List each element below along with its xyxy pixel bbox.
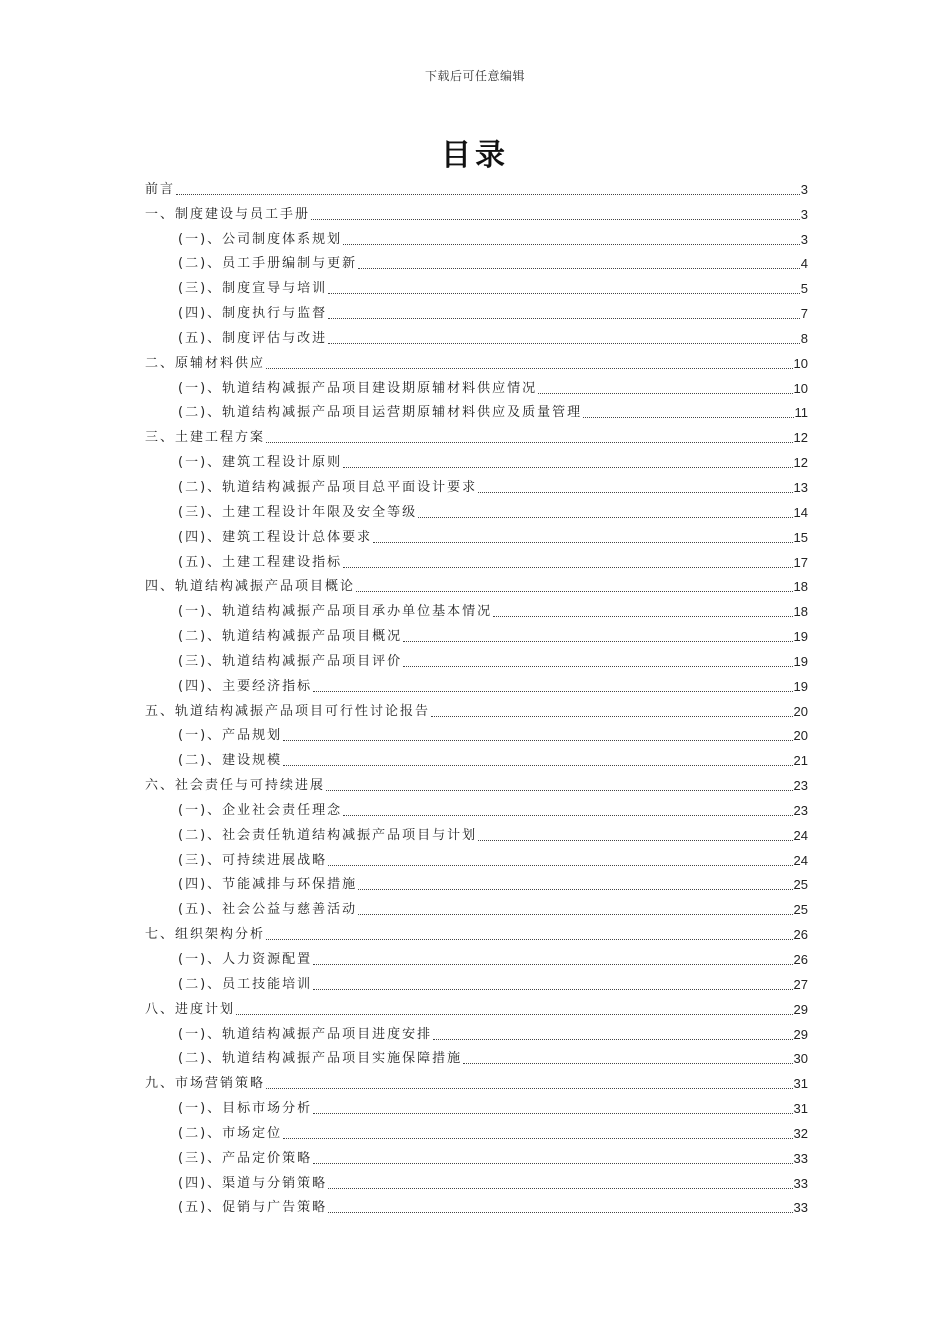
- dot-leader: [418, 517, 792, 518]
- toc-entry[interactable]: [145, 696, 808, 721]
- toc-entry-page-number: 20: [793, 728, 808, 744]
- toc-entry-page-number: 7: [800, 306, 808, 322]
- toc-title: 目录: [441, 138, 509, 173]
- toc-entry[interactable]: [145, 547, 808, 572]
- toc-entry[interactable]: [145, 1068, 808, 1093]
- toc-entry-label: (一)、产品规划: [178, 728, 283, 744]
- dot-leader: [328, 343, 800, 344]
- toc-entry-page-number: 11: [794, 405, 808, 421]
- toc-entry-page-number: 15: [793, 529, 808, 545]
- dot-leader: [403, 641, 792, 642]
- toc-entry[interactable]: [145, 348, 808, 373]
- toc-entry[interactable]: [145, 174, 808, 199]
- dot-leader: [328, 1188, 792, 1189]
- toc-entry-page-number: 29: [793, 1001, 808, 1017]
- toc-entry-label: 七、组织架构分析: [145, 927, 266, 943]
- toc-entry-page-number: 27: [793, 976, 808, 992]
- dot-leader: [313, 1113, 792, 1114]
- toc-entry-label: (二)、轨道结构减振产品项目总平面设计要求: [178, 479, 478, 495]
- toc-entry-page-number: 13: [793, 479, 808, 495]
- dot-leader: [478, 492, 792, 493]
- toc-entry-label: (二)、建设规模: [178, 753, 283, 769]
- toc-entry[interactable]: [145, 373, 808, 398]
- toc-entry[interactable]: [145, 919, 808, 944]
- dot-leader: [358, 914, 792, 915]
- toc-entry[interactable]: [145, 1093, 808, 1118]
- dot-leader: [266, 368, 793, 369]
- toc-entry-page-number: 26: [793, 927, 808, 943]
- toc-entry[interactable]: [145, 398, 808, 423]
- toc-entry-label: (一)、公司制度体系规划: [178, 231, 343, 247]
- toc-entry-label: (一)、轨道结构减振产品项目承办单位基本情况: [178, 604, 493, 620]
- toc-entry[interactable]: [145, 845, 808, 870]
- toc-entry-label: (一)、建筑工程设计原则: [178, 455, 343, 471]
- dot-leader: [236, 1014, 793, 1015]
- dot-leader: [266, 1088, 793, 1089]
- toc-entry-label: (五)、社会公益与慈善活动: [178, 902, 358, 918]
- toc-entry-label: (四)、制度执行与监督: [178, 306, 328, 322]
- toc-entry-label: (三)、轨道结构减振产品项目评价: [178, 653, 403, 669]
- header-note: 下载后可任意编辑: [424, 69, 525, 83]
- dot-leader: [313, 1163, 792, 1164]
- toc-entry-page-number: 17: [793, 554, 808, 570]
- toc-entry-label: (二)、轨道结构减振产品项目概况: [178, 629, 403, 645]
- toc-entry[interactable]: [145, 721, 808, 746]
- toc-entry-label: (三)、可持续进展战略: [178, 852, 328, 868]
- toc-entry-page-number: 20: [793, 703, 808, 719]
- toc-entry-label: (二)、市场定位: [178, 1125, 283, 1141]
- dot-leader: [493, 616, 792, 617]
- dot-leader: [283, 740, 792, 741]
- toc-entry-label: (四)、主要经济指标: [178, 678, 313, 694]
- toc-entry-label: (一)、轨道结构减振产品项目进度安排: [178, 1026, 433, 1042]
- toc-entry-page-number: 29: [793, 1026, 808, 1042]
- toc-entry-label: 八、进度计划: [145, 1001, 236, 1017]
- toc-entry[interactable]: [145, 870, 808, 895]
- dot-leader: [176, 194, 800, 195]
- toc-entry[interactable]: [145, 1118, 808, 1143]
- dot-leader: [313, 691, 792, 692]
- toc-entry[interactable]: [145, 621, 808, 646]
- toc-entry-label: (一)、目标市场分析: [178, 1101, 313, 1117]
- dot-leader: [266, 442, 793, 443]
- toc-entry-page-number: 21: [793, 753, 808, 769]
- dot-leader: [343, 244, 800, 245]
- toc-entry-page-number: 4: [800, 256, 808, 272]
- toc-entry-page-number: 10: [793, 355, 808, 371]
- toc-entry-page-number: 18: [793, 579, 808, 595]
- dot-leader: [431, 716, 793, 717]
- toc-entry-label: (二)、员工手册编制与更新: [178, 256, 358, 272]
- toc-entry-page-number: 19: [793, 629, 808, 645]
- dot-leader: [356, 591, 793, 592]
- toc-entry-page-number: 8: [800, 330, 808, 346]
- toc-entry[interactable]: [145, 298, 808, 323]
- toc-entry-label: (三)、制度宣导与培训: [178, 281, 328, 297]
- dot-leader: [311, 219, 800, 220]
- dot-leader: [463, 1063, 792, 1064]
- toc-entry-label: (四)、建筑工程设计总体要求: [178, 529, 373, 545]
- toc-entry-page-number: 18: [793, 604, 808, 620]
- dot-leader: [583, 417, 793, 418]
- toc-entry-label: (四)、节能减排与环保措施: [178, 877, 358, 893]
- toc-entry-page-number: 32: [793, 1125, 808, 1141]
- toc-entry-page-number: 12: [793, 430, 808, 446]
- toc-entry-label: (四)、渠道与分销策略: [178, 1175, 328, 1191]
- toc-entry[interactable]: [145, 472, 808, 497]
- toc-entry-page-number: 33: [793, 1200, 808, 1216]
- toc-entry[interactable]: [145, 422, 808, 447]
- dot-leader: [328, 293, 800, 294]
- toc-entry-page-number: 25: [793, 902, 808, 918]
- toc-entry[interactable]: [145, 572, 808, 597]
- toc-entry-label: (五)、制度评估与改进: [178, 330, 328, 346]
- dot-leader: [343, 467, 792, 468]
- toc-entry-page-number: 31: [793, 1076, 808, 1092]
- toc-entry-page-number: 19: [793, 653, 808, 669]
- toc-entry-label: 前言: [145, 181, 176, 197]
- toc-entry[interactable]: [145, 1044, 808, 1069]
- dot-leader: [328, 318, 800, 319]
- toc-entry-label: (二)、员工技能培训: [178, 976, 313, 992]
- toc-entry[interactable]: [145, 671, 808, 696]
- dot-leader: [313, 964, 792, 965]
- toc-entry[interactable]: [145, 447, 808, 472]
- toc-entry-label: 一、制度建设与员工手册: [145, 206, 311, 222]
- toc-entry-label: 六、社会责任与可持续进展: [145, 778, 326, 794]
- toc-entry[interactable]: [145, 745, 808, 770]
- toc-entry-label: (一)、人力资源配置: [178, 952, 313, 967]
- toc-entry-page-number: 12: [793, 455, 808, 471]
- toc-entry-label: (三)、产品定价策略: [178, 1150, 313, 1166]
- dot-leader: [358, 268, 800, 269]
- toc-entry-page-number: 24: [793, 827, 808, 843]
- toc-entry[interactable]: [145, 1143, 808, 1168]
- dot-leader: [403, 666, 792, 667]
- dot-leader: [283, 765, 792, 766]
- dot-leader: [373, 542, 792, 543]
- dot-leader: [283, 1138, 792, 1139]
- toc-entry[interactable]: [145, 596, 808, 621]
- dot-leader: [538, 393, 792, 394]
- toc-entry-page-number: 14: [793, 504, 808, 520]
- toc-entry-page-number: 25: [793, 877, 808, 893]
- toc-entry[interactable]: [145, 969, 808, 994]
- toc-entry-label: (一)、轨道结构减振产品项目建设期原辅材料供应情况: [178, 380, 538, 396]
- toc-entry[interactable]: [145, 522, 808, 547]
- toc-entry-label: (一)、企业社会责任理念: [178, 802, 343, 818]
- toc-entry[interactable]: [145, 770, 808, 795]
- toc-entry[interactable]: [145, 224, 808, 249]
- toc-list: [145, 174, 808, 1217]
- dot-leader: [343, 567, 792, 568]
- toc-entry-label: (五)、土建工程建设指标: [178, 554, 343, 570]
- toc-entry-page-number: 5: [800, 281, 808, 297]
- toc-entry-page-number: 24: [793, 852, 808, 868]
- toc-entry[interactable]: [145, 323, 808, 348]
- dot-leader: [266, 939, 793, 940]
- toc-entry-label: 三、土建工程方案: [145, 430, 266, 446]
- toc-entry-label: 九、市场营销策略: [145, 1076, 266, 1092]
- toc-entry-page-number: 33: [793, 1175, 808, 1191]
- toc-entry-page-number: 3: [800, 181, 808, 197]
- toc-entry-label: 四、轨道结构减振产品项目概论: [145, 579, 356, 595]
- toc-entry-page-number: 23: [793, 802, 808, 818]
- toc-entry[interactable]: [145, 497, 808, 522]
- toc-entry-label: (五)、促销与广告策略: [178, 1200, 328, 1216]
- toc-entry-page-number: 3: [800, 231, 808, 247]
- dot-leader: [328, 1212, 792, 1213]
- toc-entry[interactable]: [145, 1168, 808, 1193]
- toc-entry[interactable]: [145, 249, 808, 274]
- dot-leader: [478, 840, 792, 841]
- toc-entry-page-number: 30: [793, 1051, 808, 1067]
- toc-entry-label: (二)、轨道结构减振产品项目实施保障措施: [178, 1051, 463, 1067]
- toc-entry-page-number: 33: [793, 1150, 808, 1166]
- toc-entry-label: 五、轨道结构减振产品项目可行性讨论报告: [145, 703, 431, 719]
- toc-entry-label: (二)、社会责任轨道结构减振产品项目与计划: [178, 827, 478, 843]
- toc-entry[interactable]: [145, 894, 808, 919]
- toc-entry-label: (二)、轨道结构减振产品项目运营期原辅材料供应及质量管理: [178, 405, 583, 421]
- toc-entry-label: (三)、土建工程设计年限及安全等级: [178, 504, 418, 520]
- toc-entry[interactable]: [145, 1019, 808, 1044]
- toc-entry[interactable]: [145, 820, 808, 845]
- toc-entry[interactable]: [145, 944, 808, 969]
- toc-entry-label: 二、原辅材料供应: [145, 355, 266, 371]
- toc-entry[interactable]: [145, 994, 808, 1019]
- dot-leader: [433, 1039, 792, 1040]
- toc-entry[interactable]: [145, 273, 808, 298]
- toc-entry[interactable]: [145, 1193, 808, 1218]
- toc-entry-page-number: 31: [793, 1101, 808, 1117]
- dot-leader: [328, 865, 792, 866]
- dot-leader: [313, 989, 792, 990]
- dot-leader: [343, 815, 792, 816]
- dot-leader: [326, 790, 793, 791]
- toc-entry[interactable]: [145, 646, 808, 671]
- toc-entry-page-number: 19: [793, 678, 808, 694]
- toc-entry[interactable]: [145, 199, 808, 224]
- toc-entry-page-number: 10: [793, 380, 808, 396]
- toc-entry[interactable]: [145, 795, 808, 820]
- toc-entry-page-number: 3: [800, 206, 808, 222]
- dot-leader: [358, 889, 792, 890]
- toc-entry-page-number: 26: [793, 952, 808, 967]
- toc-entry-page-number: 23: [793, 778, 808, 794]
